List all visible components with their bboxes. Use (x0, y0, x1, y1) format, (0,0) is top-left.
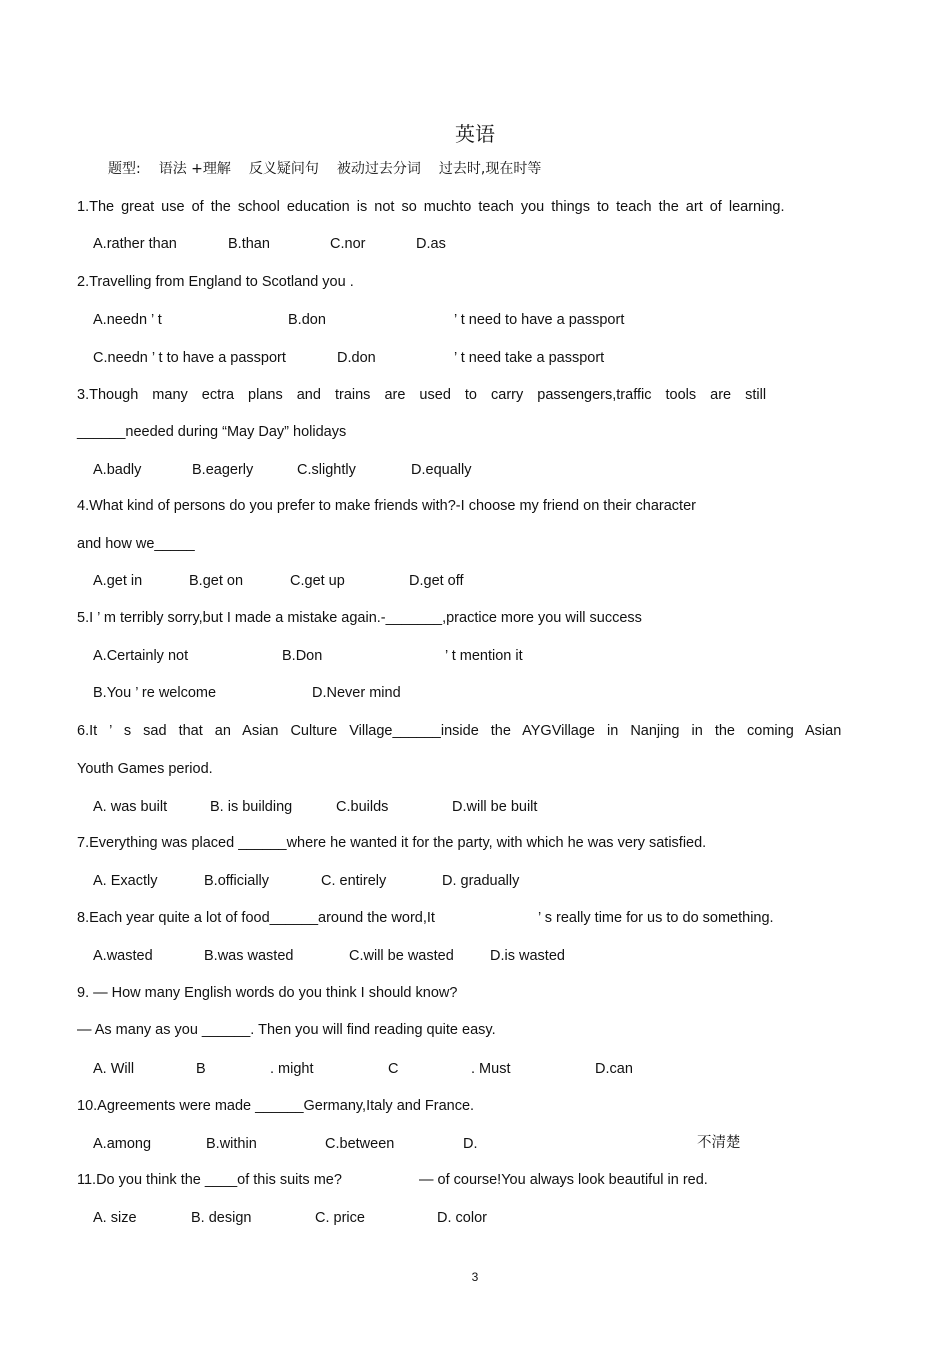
q8-option-a: A.wasted (93, 948, 153, 964)
q9-option-a: A. Will (93, 1061, 135, 1077)
q4-option-c: C.get up (290, 573, 345, 589)
topic-label: 题型: (108, 161, 141, 177)
q5-option-c: B.You ’ re welcome (93, 685, 217, 701)
topic-item: 语法 +理解 (158, 161, 231, 177)
q10-option-d: D. (463, 1136, 478, 1152)
q6-option-c: C.builds (336, 799, 389, 815)
q6-option-a: A. was built (93, 799, 168, 815)
q9-option-c: C (388, 1061, 399, 1077)
q7-option-c: C. entirely (321, 873, 387, 889)
topic-item: 被动过去分词 (336, 161, 421, 177)
topic-line (108, 158, 559, 178)
q8-option-c: C.will be wasted (349, 948, 454, 964)
q5-option-d: D.Never mind (312, 685, 401, 701)
q2-option-c: C.needn ’ t to have a passport (93, 350, 286, 366)
question-10-stem: 10.Agreements were made ______Germany,Italy and France. (77, 1098, 475, 1114)
q9-option-c-cont: . Must (471, 1061, 511, 1077)
q2-option-d: D.don (337, 350, 376, 366)
q1-option-a: A.rather than (93, 236, 177, 252)
question-6-stem-cont: Youth Games period. (77, 761, 213, 777)
q3-option-b: B.eagerly (192, 462, 254, 478)
q7-option-d: D. gradually (442, 873, 520, 889)
question-6-stem: 6.It ’ s sad that an Asian Culture Village______inside the AYGVillage in Nanjing in the coming Asian (77, 723, 842, 739)
q7-option-b: B.officially (204, 873, 270, 889)
q3-option-d: D.equally (411, 462, 472, 478)
q5-option-a: A.Certainly not (93, 648, 189, 664)
question-11-stem: 11.Do you think the ____of this suits me? (77, 1172, 342, 1188)
q9-option-b-cont: . might (270, 1061, 314, 1077)
question-5-stem: 5.I ’ m terribly sorry,but I made a mistake again.-_______,practice more you will success (77, 610, 642, 626)
question-8-stem-cont: ’ s really time for us to do something. (538, 910, 774, 926)
q2-option-b-cont: ’ t need to have a passport (454, 312, 625, 328)
q2-option-a: A.needn ’ t (93, 312, 162, 328)
q10-option-a: A.among (93, 1136, 152, 1152)
q9-option-b: B (196, 1061, 206, 1077)
q9-option-d: D.can (595, 1061, 633, 1077)
q3-option-a: A.badly (93, 462, 142, 478)
q2-option-b: B.don (288, 312, 326, 328)
q10-option-d-cont: 不清楚 (697, 1135, 741, 1151)
page-title: 英语 (455, 122, 495, 146)
q6-option-b: B. is building (210, 799, 293, 815)
q11-option-d: D. color (437, 1210, 487, 1226)
q3-option-c: C.slightly (297, 462, 356, 478)
topic-item: 过去时,现在时等 (438, 161, 542, 177)
q6-option-d: D.will be built (452, 799, 538, 815)
q1-option-d: D.as (416, 236, 446, 252)
q11-option-c: C. price (315, 1210, 365, 1226)
q1-option-b: B.than (228, 236, 270, 252)
q8-option-b: B.was wasted (204, 948, 294, 964)
page-number: 3 (471, 1270, 479, 1284)
q10-option-b: B.within (206, 1136, 257, 1152)
q11-option-b: B. design (191, 1210, 252, 1226)
question-9-stem: 9. — How many English words do you think I should know? (77, 985, 458, 1001)
q4-option-d: D.get off (409, 573, 464, 589)
question-4-stem-cont: and how we_____ (77, 536, 195, 552)
q2-option-d-cont: ’ t need take a passport (454, 350, 605, 366)
question-4-stem: 4.What kind of persons do you prefer to make friends with?-I choose my friend on their character (77, 498, 696, 514)
question-8-stem: 8.Each year quite a lot of food______around the word,It (77, 910, 435, 926)
question-11-stem-cont: — of course!You always look beautiful in red. (419, 1172, 708, 1188)
topic-item: 反义疑问句 (248, 161, 319, 177)
question-3-stem: 3.Though many ectra plans and trains are used to carry passengers,traffic tools are still (77, 387, 767, 403)
q4-option-a: A.get in (93, 573, 143, 589)
q1-option-c: C.nor (330, 236, 366, 252)
question-9-stem-cont: — As many as you ______. Then you will find reading quite easy. (77, 1022, 496, 1038)
question-7-stem: 7.Everything was placed ______where he wanted it for the party, with which he was very satisfied. (77, 835, 707, 851)
question-3-stem-cont: ______needed during “May Day” holidays (77, 424, 347, 440)
q4-option-b: B.get on (189, 573, 244, 589)
q7-option-a: A. Exactly (93, 873, 158, 889)
q10-option-c: C.between (325, 1136, 395, 1152)
question-2-stem: 2.Travelling from England to Scotland you . (77, 274, 354, 290)
question-1-stem: 1.The great use of the school education is not so muchto teach you things to teach the art of learning. (77, 199, 785, 215)
q5-option-b-cont: ’ t mention it (445, 648, 523, 664)
q5-option-b: B.Don (282, 648, 323, 664)
q8-option-d: D.is wasted (490, 948, 565, 964)
q11-option-a: A. size (93, 1210, 137, 1226)
